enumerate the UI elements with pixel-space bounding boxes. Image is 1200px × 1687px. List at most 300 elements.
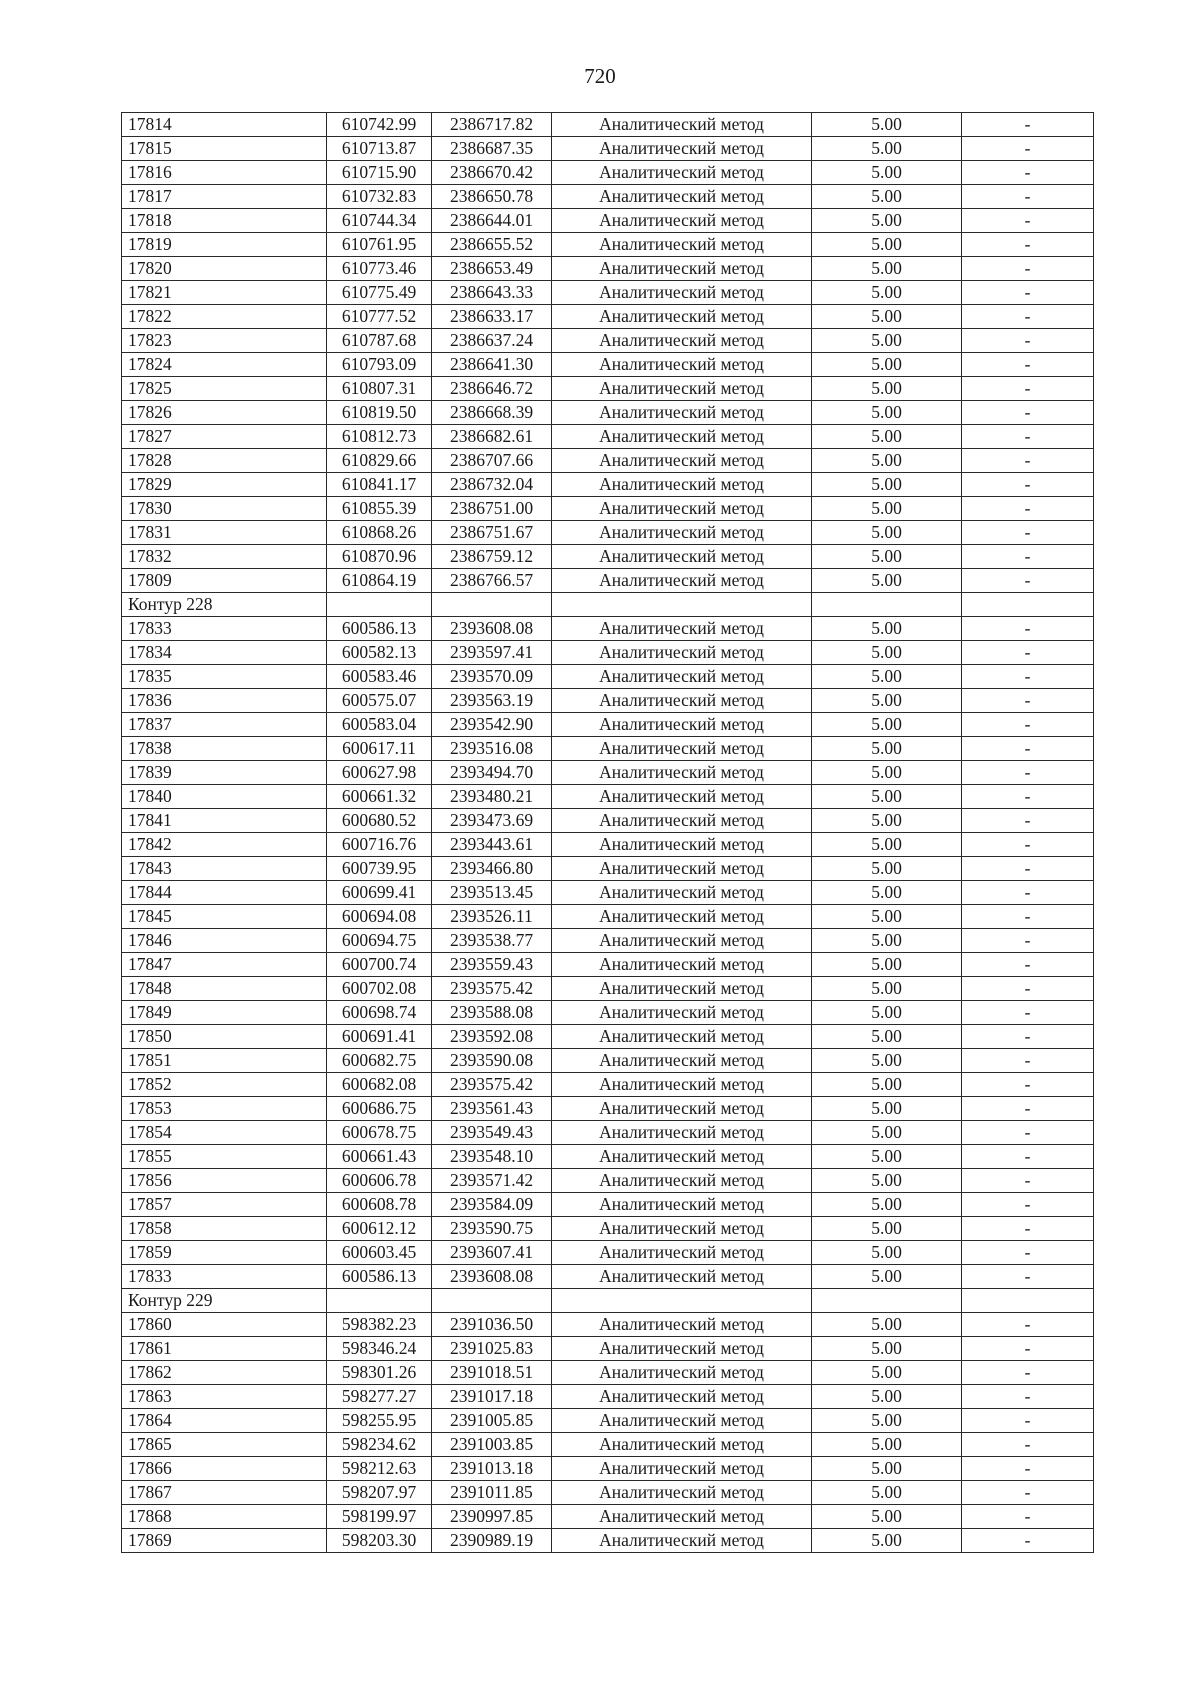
y-coordinate-cell: 2391017.18 (432, 1385, 552, 1409)
x-coordinate-cell: 610744.34 (327, 209, 432, 233)
method-cell: Аналитический метод (552, 689, 812, 713)
x-coordinate-cell: 598234.62 (327, 1433, 432, 1457)
contour-label: Контур 228 (122, 593, 327, 617)
y-coordinate-cell: 2393548.10 (432, 1145, 552, 1169)
point-number-cell: 17832 (122, 545, 327, 569)
table-row (122, 1241, 1094, 1265)
method-cell: Аналитический метод (552, 857, 812, 881)
description-cell: - (962, 1433, 1094, 1457)
accuracy-cell (812, 1289, 962, 1313)
y-coordinate-cell: 2390989.19 (432, 1529, 552, 1553)
method-cell: Аналитический метод (552, 1241, 812, 1265)
description-cell: - (962, 1097, 1094, 1121)
description-cell: - (962, 209, 1094, 233)
table-row (122, 929, 1094, 953)
point-number-cell: 17824 (122, 353, 327, 377)
x-coordinate-cell: 610713.87 (327, 137, 432, 161)
description-cell: - (962, 833, 1094, 857)
description-cell: - (962, 377, 1094, 401)
description-cell: - (962, 257, 1094, 281)
x-coordinate-cell: 598301.26 (327, 1361, 432, 1385)
accuracy-cell: 5.00 (812, 977, 962, 1001)
x-coordinate-cell: 600606.78 (327, 1169, 432, 1193)
point-number-cell: 17833 (122, 617, 327, 641)
table-row (122, 641, 1094, 665)
x-coordinate-cell: 600603.45 (327, 1241, 432, 1265)
method-cell: Аналитический метод (552, 425, 812, 449)
table-row (122, 1529, 1094, 1553)
point-number-cell: 17838 (122, 737, 327, 761)
y-coordinate-cell: 2391011.85 (432, 1481, 552, 1505)
method-cell: Аналитический метод (552, 449, 812, 473)
point-number-cell: 17818 (122, 209, 327, 233)
description-cell: - (962, 1361, 1094, 1385)
y-coordinate-cell: 2393538.77 (432, 929, 552, 953)
accuracy-cell: 5.00 (812, 833, 962, 857)
table-row (122, 497, 1094, 521)
table-row (122, 1265, 1094, 1289)
x-coordinate-cell: 610829.66 (327, 449, 432, 473)
y-coordinate-cell: 2393516.08 (432, 737, 552, 761)
method-cell: Аналитический метод (552, 113, 812, 137)
accuracy-cell: 5.00 (812, 377, 962, 401)
x-coordinate-cell: 600617.11 (327, 737, 432, 761)
y-coordinate-cell: 2393575.42 (432, 1073, 552, 1097)
table-row (122, 1073, 1094, 1097)
accuracy-cell: 5.00 (812, 545, 962, 569)
point-number-cell: 17830 (122, 497, 327, 521)
x-coordinate-cell: 610793.09 (327, 353, 432, 377)
x-coordinate-cell: 600694.08 (327, 905, 432, 929)
table-row (122, 377, 1094, 401)
accuracy-cell: 5.00 (812, 857, 962, 881)
method-cell: Аналитический метод (552, 833, 812, 857)
method-cell: Аналитический метод (552, 521, 812, 545)
table-row (122, 329, 1094, 353)
description-cell: - (962, 1265, 1094, 1289)
x-coordinate-cell: 600627.98 (327, 761, 432, 785)
point-number-cell: 17853 (122, 1097, 327, 1121)
table-row (122, 161, 1094, 185)
y-coordinate-cell: 2393526.11 (432, 905, 552, 929)
table-row (122, 1481, 1094, 1505)
method-cell: Аналитический метод (552, 137, 812, 161)
accuracy-cell: 5.00 (812, 617, 962, 641)
description-cell: - (962, 281, 1094, 305)
method-cell: Аналитический метод (552, 497, 812, 521)
method-cell: Аналитический метод (552, 401, 812, 425)
table-row (122, 1457, 1094, 1481)
description-cell: - (962, 1169, 1094, 1193)
method-cell: Аналитический метод (552, 713, 812, 737)
y-coordinate-cell: 2386655.52 (432, 233, 552, 257)
accuracy-cell: 5.00 (812, 737, 962, 761)
accuracy-cell: 5.00 (812, 1505, 962, 1529)
description-cell: - (962, 1529, 1094, 1553)
method-cell: Аналитический метод (552, 1337, 812, 1361)
point-number-cell: 17848 (122, 977, 327, 1001)
description-cell: - (962, 857, 1094, 881)
description-cell: - (962, 137, 1094, 161)
point-number-cell: 17823 (122, 329, 327, 353)
table-row (122, 953, 1094, 977)
x-coordinate-cell: 610715.90 (327, 161, 432, 185)
point-number-cell: 17836 (122, 689, 327, 713)
point-number-cell: 17850 (122, 1025, 327, 1049)
description-cell: - (962, 185, 1094, 209)
point-number-cell: 17852 (122, 1073, 327, 1097)
accuracy-cell: 5.00 (812, 713, 962, 737)
point-number-cell: 17843 (122, 857, 327, 881)
y-coordinate-cell: 2393549.43 (432, 1121, 552, 1145)
description-cell: - (962, 1001, 1094, 1025)
table-row (122, 1049, 1094, 1073)
point-number-cell: 17815 (122, 137, 327, 161)
description-cell (962, 593, 1094, 617)
accuracy-cell: 5.00 (812, 1145, 962, 1169)
y-coordinate-cell: 2386759.12 (432, 545, 552, 569)
point-number-cell: 17837 (122, 713, 327, 737)
method-cell: Аналитический метод (552, 1121, 812, 1145)
contour-header-row (122, 593, 1094, 617)
accuracy-cell: 5.00 (812, 809, 962, 833)
accuracy-cell: 5.00 (812, 473, 962, 497)
accuracy-cell: 5.00 (812, 1049, 962, 1073)
y-coordinate-cell (432, 1289, 552, 1313)
y-coordinate-cell: 2393561.43 (432, 1097, 552, 1121)
description-cell: - (962, 881, 1094, 905)
method-cell: Аналитический метод (552, 545, 812, 569)
accuracy-cell: 5.00 (812, 569, 962, 593)
y-coordinate-cell: 2393597.41 (432, 641, 552, 665)
description-cell: - (962, 1241, 1094, 1265)
point-number-cell: 17822 (122, 305, 327, 329)
description-cell: - (962, 905, 1094, 929)
accuracy-cell: 5.00 (812, 905, 962, 929)
point-number-cell: 17829 (122, 473, 327, 497)
x-coordinate-cell: 600682.75 (327, 1049, 432, 1073)
x-coordinate-cell: 600583.46 (327, 665, 432, 689)
accuracy-cell: 5.00 (812, 233, 962, 257)
point-number-cell: 17860 (122, 1313, 327, 1337)
accuracy-cell: 5.00 (812, 1529, 962, 1553)
point-number-cell: 17869 (122, 1529, 327, 1553)
table-row (122, 1025, 1094, 1049)
table-row (122, 449, 1094, 473)
description-cell: - (962, 1337, 1094, 1361)
y-coordinate-cell: 2386751.00 (432, 497, 552, 521)
table-row (122, 305, 1094, 329)
x-coordinate-cell: 598277.27 (327, 1385, 432, 1409)
table-row (122, 713, 1094, 737)
accuracy-cell: 5.00 (812, 425, 962, 449)
method-cell: Аналитический метод (552, 1385, 812, 1409)
method-cell (552, 593, 812, 617)
table-row (122, 1361, 1094, 1385)
table-row (122, 209, 1094, 233)
method-cell: Аналитический метод (552, 809, 812, 833)
accuracy-cell: 5.00 (812, 953, 962, 977)
table-row (122, 977, 1094, 1001)
description-cell: - (962, 161, 1094, 185)
description-cell: - (962, 761, 1094, 785)
description-cell: - (962, 641, 1094, 665)
accuracy-cell: 5.00 (812, 1217, 962, 1241)
x-coordinate-cell: 598212.63 (327, 1457, 432, 1481)
x-coordinate-cell: 600612.12 (327, 1217, 432, 1241)
description-cell: - (962, 569, 1094, 593)
contour-label: Контур 229 (122, 1289, 327, 1313)
x-coordinate-cell: 600680.52 (327, 809, 432, 833)
description-cell: - (962, 1073, 1094, 1097)
table-row (122, 545, 1094, 569)
method-cell: Аналитический метод (552, 473, 812, 497)
y-coordinate-cell: 2393590.08 (432, 1049, 552, 1073)
table-row (122, 1121, 1094, 1145)
x-coordinate-cell: 610864.19 (327, 569, 432, 593)
y-coordinate-cell: 2393466.80 (432, 857, 552, 881)
y-coordinate-cell: 2393584.09 (432, 1193, 552, 1217)
y-coordinate-cell: 2393608.08 (432, 617, 552, 641)
accuracy-cell: 5.00 (812, 113, 962, 137)
y-coordinate-cell: 2386644.01 (432, 209, 552, 233)
point-number-cell: 17833 (122, 1265, 327, 1289)
method-cell: Аналитический метод (552, 1025, 812, 1049)
y-coordinate-cell: 2386641.30 (432, 353, 552, 377)
accuracy-cell: 5.00 (812, 665, 962, 689)
accuracy-cell: 5.00 (812, 1265, 962, 1289)
table-row (122, 1217, 1094, 1241)
y-coordinate-cell: 2386717.82 (432, 113, 552, 137)
method-cell: Аналитический метод (552, 353, 812, 377)
x-coordinate-cell: 610742.99 (327, 113, 432, 137)
table-row (122, 617, 1094, 641)
x-coordinate-cell: 600716.76 (327, 833, 432, 857)
point-number-cell: 17865 (122, 1433, 327, 1457)
y-coordinate-cell: 2386766.57 (432, 569, 552, 593)
method-cell: Аналитический метод (552, 377, 812, 401)
point-number-cell: 17844 (122, 881, 327, 905)
x-coordinate-cell: 600575.07 (327, 689, 432, 713)
x-coordinate-cell: 600661.43 (327, 1145, 432, 1169)
method-cell: Аналитический метод (552, 1265, 812, 1289)
accuracy-cell: 5.00 (812, 1193, 962, 1217)
point-number-cell: 17820 (122, 257, 327, 281)
y-coordinate-cell: 2386670.42 (432, 161, 552, 185)
y-coordinate-cell: 2393571.42 (432, 1169, 552, 1193)
table-row (122, 1145, 1094, 1169)
description-cell: - (962, 1217, 1094, 1241)
accuracy-cell: 5.00 (812, 257, 962, 281)
description-cell: - (962, 1385, 1094, 1409)
x-coordinate-cell: 598382.23 (327, 1313, 432, 1337)
description-cell: - (962, 809, 1094, 833)
x-coordinate-cell: 600608.78 (327, 1193, 432, 1217)
y-coordinate-cell: 2393607.41 (432, 1241, 552, 1265)
table-row (122, 809, 1094, 833)
point-number-cell: 17816 (122, 161, 327, 185)
accuracy-cell: 5.00 (812, 521, 962, 545)
method-cell: Аналитический метод (552, 905, 812, 929)
description-cell: - (962, 521, 1094, 545)
accuracy-cell: 5.00 (812, 929, 962, 953)
x-coordinate-cell: 610773.46 (327, 257, 432, 281)
x-coordinate-cell: 610807.31 (327, 377, 432, 401)
y-coordinate-cell: 2393443.61 (432, 833, 552, 857)
description-cell: - (962, 329, 1094, 353)
table-body (122, 113, 1094, 1553)
point-number-cell: 17854 (122, 1121, 327, 1145)
table-row (122, 857, 1094, 881)
description-cell: - (962, 113, 1094, 137)
description-cell: - (962, 1481, 1094, 1505)
x-coordinate-cell: 600582.13 (327, 641, 432, 665)
method-cell: Аналитический метод (552, 1097, 812, 1121)
table-row (122, 665, 1094, 689)
point-number-cell: 17845 (122, 905, 327, 929)
point-number-cell: 17855 (122, 1145, 327, 1169)
method-cell: Аналитический метод (552, 641, 812, 665)
table-row (122, 353, 1094, 377)
table-row (122, 881, 1094, 905)
point-number-cell: 17825 (122, 377, 327, 401)
y-coordinate-cell: 2393494.70 (432, 761, 552, 785)
accuracy-cell: 5.00 (812, 401, 962, 425)
point-number-cell: 17863 (122, 1385, 327, 1409)
accuracy-cell: 5.00 (812, 1433, 962, 1457)
accuracy-cell: 5.00 (812, 1409, 962, 1433)
accuracy-cell (812, 593, 962, 617)
accuracy-cell: 5.00 (812, 281, 962, 305)
table-row (122, 1337, 1094, 1361)
y-coordinate-cell: 2386668.39 (432, 401, 552, 425)
description-cell: - (962, 449, 1094, 473)
accuracy-cell: 5.00 (812, 641, 962, 665)
table-row (122, 1193, 1094, 1217)
point-number-cell: 17864 (122, 1409, 327, 1433)
accuracy-cell: 5.00 (812, 1121, 962, 1145)
method-cell: Аналитический метод (552, 1001, 812, 1025)
point-number-cell: 17839 (122, 761, 327, 785)
y-coordinate-cell: 2391018.51 (432, 1361, 552, 1385)
method-cell: Аналитический метод (552, 737, 812, 761)
table-row (122, 1001, 1094, 1025)
description-cell: - (962, 665, 1094, 689)
table-row (122, 569, 1094, 593)
point-number-cell: 17831 (122, 521, 327, 545)
y-coordinate-cell: 2386653.49 (432, 257, 552, 281)
x-coordinate-cell: 600699.41 (327, 881, 432, 905)
y-coordinate-cell: 2386682.61 (432, 425, 552, 449)
y-coordinate-cell: 2391036.50 (432, 1313, 552, 1337)
accuracy-cell: 5.00 (812, 1073, 962, 1097)
x-coordinate-cell: 610812.73 (327, 425, 432, 449)
accuracy-cell: 5.00 (812, 1481, 962, 1505)
y-coordinate-cell: 2386633.17 (432, 305, 552, 329)
x-coordinate-cell: 610855.39 (327, 497, 432, 521)
y-coordinate-cell: 2386707.66 (432, 449, 552, 473)
x-coordinate-cell: 600698.74 (327, 1001, 432, 1025)
accuracy-cell: 5.00 (812, 161, 962, 185)
method-cell: Аналитический метод (552, 161, 812, 185)
method-cell: Аналитический метод (552, 1169, 812, 1193)
table-row (122, 737, 1094, 761)
table-row (122, 185, 1094, 209)
accuracy-cell: 5.00 (812, 185, 962, 209)
table-row (122, 1433, 1094, 1457)
point-number-cell: 17814 (122, 113, 327, 137)
y-coordinate-cell: 2391013.18 (432, 1457, 552, 1481)
description-cell: - (962, 1193, 1094, 1217)
description-cell: - (962, 1505, 1094, 1529)
table-row (122, 1169, 1094, 1193)
y-coordinate-cell: 2390997.85 (432, 1505, 552, 1529)
x-coordinate-cell: 610761.95 (327, 233, 432, 257)
description-cell: - (962, 785, 1094, 809)
table-row (122, 257, 1094, 281)
y-coordinate-cell: 2386643.33 (432, 281, 552, 305)
table-row (122, 833, 1094, 857)
accuracy-cell: 5.00 (812, 305, 962, 329)
x-coordinate-cell: 600700.74 (327, 953, 432, 977)
x-coordinate-cell (327, 1289, 432, 1313)
method-cell: Аналитический метод (552, 1049, 812, 1073)
y-coordinate-cell: 2391003.85 (432, 1433, 552, 1457)
accuracy-cell: 5.00 (812, 689, 962, 713)
point-number-cell: 17841 (122, 809, 327, 833)
accuracy-cell: 5.00 (812, 1097, 962, 1121)
accuracy-cell: 5.00 (812, 449, 962, 473)
accuracy-cell: 5.00 (812, 137, 962, 161)
accuracy-cell: 5.00 (812, 1361, 962, 1385)
description-cell: - (962, 545, 1094, 569)
accuracy-cell: 5.00 (812, 1337, 962, 1361)
x-coordinate-cell: 610732.83 (327, 185, 432, 209)
description-cell: - (962, 497, 1094, 521)
accuracy-cell: 5.00 (812, 785, 962, 809)
table-row (122, 113, 1094, 137)
x-coordinate-cell: 598255.95 (327, 1409, 432, 1433)
accuracy-cell: 5.00 (812, 1001, 962, 1025)
table-row (122, 785, 1094, 809)
y-coordinate-cell: 2391005.85 (432, 1409, 552, 1433)
table-row (122, 1385, 1094, 1409)
y-coordinate-cell: 2393588.08 (432, 1001, 552, 1025)
point-number-cell: 17809 (122, 569, 327, 593)
method-cell: Аналитический метод (552, 1361, 812, 1385)
x-coordinate-cell: 610868.26 (327, 521, 432, 545)
method-cell: Аналитический метод (552, 785, 812, 809)
point-number-cell: 17859 (122, 1241, 327, 1265)
point-number-cell: 17847 (122, 953, 327, 977)
method-cell (552, 1289, 812, 1313)
point-number-cell: 17821 (122, 281, 327, 305)
point-number-cell: 17840 (122, 785, 327, 809)
point-number-cell: 17819 (122, 233, 327, 257)
accuracy-cell: 5.00 (812, 1025, 962, 1049)
coordinates-table (121, 112, 1094, 1553)
method-cell: Аналитический метод (552, 881, 812, 905)
accuracy-cell: 5.00 (812, 1385, 962, 1409)
method-cell: Аналитический метод (552, 1505, 812, 1529)
table-row (122, 521, 1094, 545)
method-cell: Аналитический метод (552, 209, 812, 233)
point-number-cell: 17857 (122, 1193, 327, 1217)
description-cell: - (962, 737, 1094, 761)
x-coordinate-cell: 598207.97 (327, 1481, 432, 1505)
point-number-cell: 17828 (122, 449, 327, 473)
table-row (122, 401, 1094, 425)
